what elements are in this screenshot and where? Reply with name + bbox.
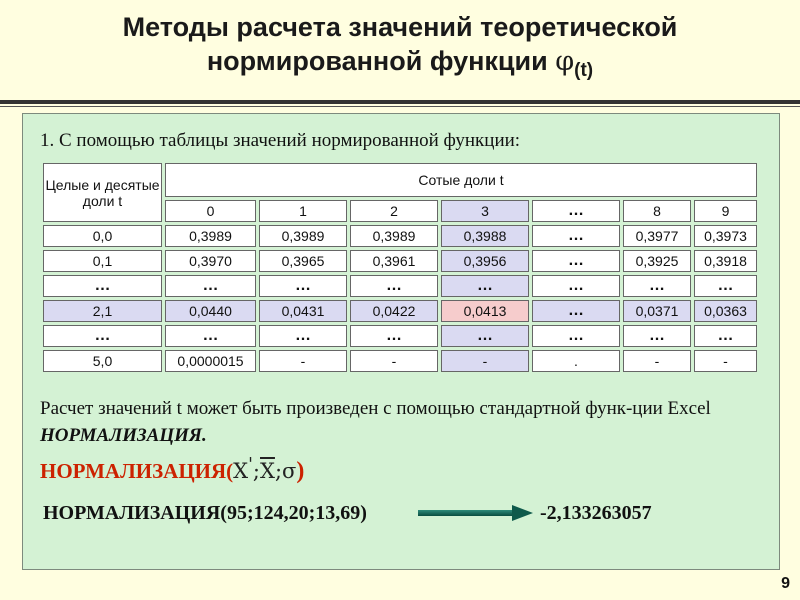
content-panel bbox=[22, 113, 780, 570]
table-cell: … bbox=[350, 325, 438, 347]
table-cell: - bbox=[350, 350, 438, 372]
table-cell: - bbox=[694, 350, 757, 372]
formula-arg-x-prime: ' bbox=[248, 455, 253, 475]
table-cell: 0,3973 bbox=[694, 225, 757, 247]
table-cell: … bbox=[532, 250, 620, 272]
selected-table-cell: 0,0413 bbox=[441, 300, 529, 322]
slide-title bbox=[0, 10, 800, 82]
table-cell: - bbox=[623, 350, 691, 372]
table-cell: … bbox=[532, 225, 620, 247]
table-row bbox=[43, 350, 757, 372]
table-cell: … bbox=[532, 300, 620, 322]
table-row bbox=[43, 225, 757, 247]
table-cell: 0,0431 bbox=[259, 300, 347, 322]
column-header: 2 bbox=[350, 200, 438, 222]
method-heading: 1. С помощью таблицы значений нормированной функции: bbox=[40, 130, 521, 151]
phi-subscript: (t) bbox=[574, 60, 594, 81]
table-cell: … bbox=[694, 275, 757, 297]
column-header: 1 bbox=[259, 200, 347, 222]
table-cell: … bbox=[259, 275, 347, 297]
row-label: … bbox=[43, 275, 162, 297]
table-cell: 0,0000015 bbox=[165, 350, 256, 372]
table-cell: … bbox=[441, 325, 529, 347]
row-label: 0,0 bbox=[43, 225, 162, 247]
table-cell: 0,0422 bbox=[350, 300, 438, 322]
table-cell: … bbox=[623, 275, 691, 297]
table-cell: 0,0440 bbox=[165, 300, 256, 322]
column-header: 3 bbox=[441, 200, 529, 222]
table-cell: … bbox=[350, 275, 438, 297]
example-result: -2,133263057 bbox=[540, 502, 652, 524]
title-divider-thin bbox=[0, 106, 800, 107]
table-cell: … bbox=[532, 275, 620, 297]
title-line-1: Методы расчета значений теоретической bbox=[122, 12, 678, 42]
page-number: 9 bbox=[781, 575, 790, 592]
table-cell: 0,3989 bbox=[350, 225, 438, 247]
column-header: … bbox=[532, 200, 620, 222]
formula-separator: ; bbox=[274, 459, 283, 483]
function-formula bbox=[40, 455, 304, 485]
table-cell: … bbox=[694, 325, 757, 347]
excel-function-name: НОРМАЛИЗАЦИЯ. bbox=[40, 425, 207, 446]
table-row bbox=[43, 325, 757, 347]
table-cell: 0,3965 bbox=[259, 250, 347, 272]
formula-arg-sigma: σ bbox=[282, 459, 297, 483]
formula-arg-x: X bbox=[233, 459, 249, 483]
table-row bbox=[43, 250, 757, 272]
table-cell: 0,3925 bbox=[623, 250, 691, 272]
example-call: НОРМАЛИЗАЦИЯ(95;124,20;13,69) bbox=[43, 502, 367, 524]
table-cell: … bbox=[623, 325, 691, 347]
table-cell: - bbox=[259, 350, 347, 372]
table-cell: 0,3988 bbox=[441, 225, 529, 247]
table-cell: … bbox=[165, 275, 256, 297]
table-cell: 0,0363 bbox=[694, 300, 757, 322]
title-line-2 bbox=[0, 44, 800, 82]
table-cell: . bbox=[532, 350, 620, 372]
table-cell: … bbox=[532, 325, 620, 347]
title-line-2-text: нормированной функции bbox=[206, 46, 556, 76]
formula-arg-mean: $\overline{X}$ bbox=[260, 459, 275, 483]
row-label: 0,1 bbox=[43, 250, 162, 272]
table-cell: 0,3970 bbox=[165, 250, 256, 272]
title-divider-thick bbox=[0, 100, 800, 104]
table-cell: - bbox=[441, 350, 529, 372]
formula-function-name: НОРМАЛИЗАЦИЯ( bbox=[40, 459, 234, 483]
group-header-cell: Сотые доли t bbox=[165, 163, 757, 197]
table-cell: 0,3989 bbox=[165, 225, 256, 247]
formula-separator: ; bbox=[252, 459, 260, 483]
description-text: Расчет значений t может быть произведен с помощью стандартной функ-ции Excel bbox=[40, 398, 711, 419]
table-row-highlighted bbox=[43, 300, 757, 322]
row-label: 5,0 bbox=[43, 350, 162, 372]
column-header: 8 bbox=[623, 200, 691, 222]
table-cell: 0,3989 bbox=[259, 225, 347, 247]
column-header: 9 bbox=[694, 200, 757, 222]
table-row bbox=[43, 275, 757, 297]
table-cell: 0,0371 bbox=[623, 300, 691, 322]
row-header-cell: Целые и десятые доли t bbox=[43, 163, 162, 222]
table-cell: 0,3918 bbox=[694, 250, 757, 272]
table-cell: 0,3961 bbox=[350, 250, 438, 272]
excel-description bbox=[40, 395, 760, 449]
table-cell: 0,3977 bbox=[623, 225, 691, 247]
formula-close-paren: ) bbox=[296, 458, 305, 484]
normalized-function-table bbox=[40, 160, 760, 375]
right-arrow-icon bbox=[418, 505, 533, 521]
column-header: 0 bbox=[165, 200, 256, 222]
phi-symbol: φ bbox=[555, 46, 575, 77]
table-header-row bbox=[43, 163, 757, 197]
row-label: 2,1 bbox=[43, 300, 162, 322]
table-cell: 0,3956 bbox=[441, 250, 529, 272]
row-label: … bbox=[43, 325, 162, 347]
table-cell: … bbox=[165, 325, 256, 347]
table-cell: … bbox=[441, 275, 529, 297]
table-cell: … bbox=[259, 325, 347, 347]
